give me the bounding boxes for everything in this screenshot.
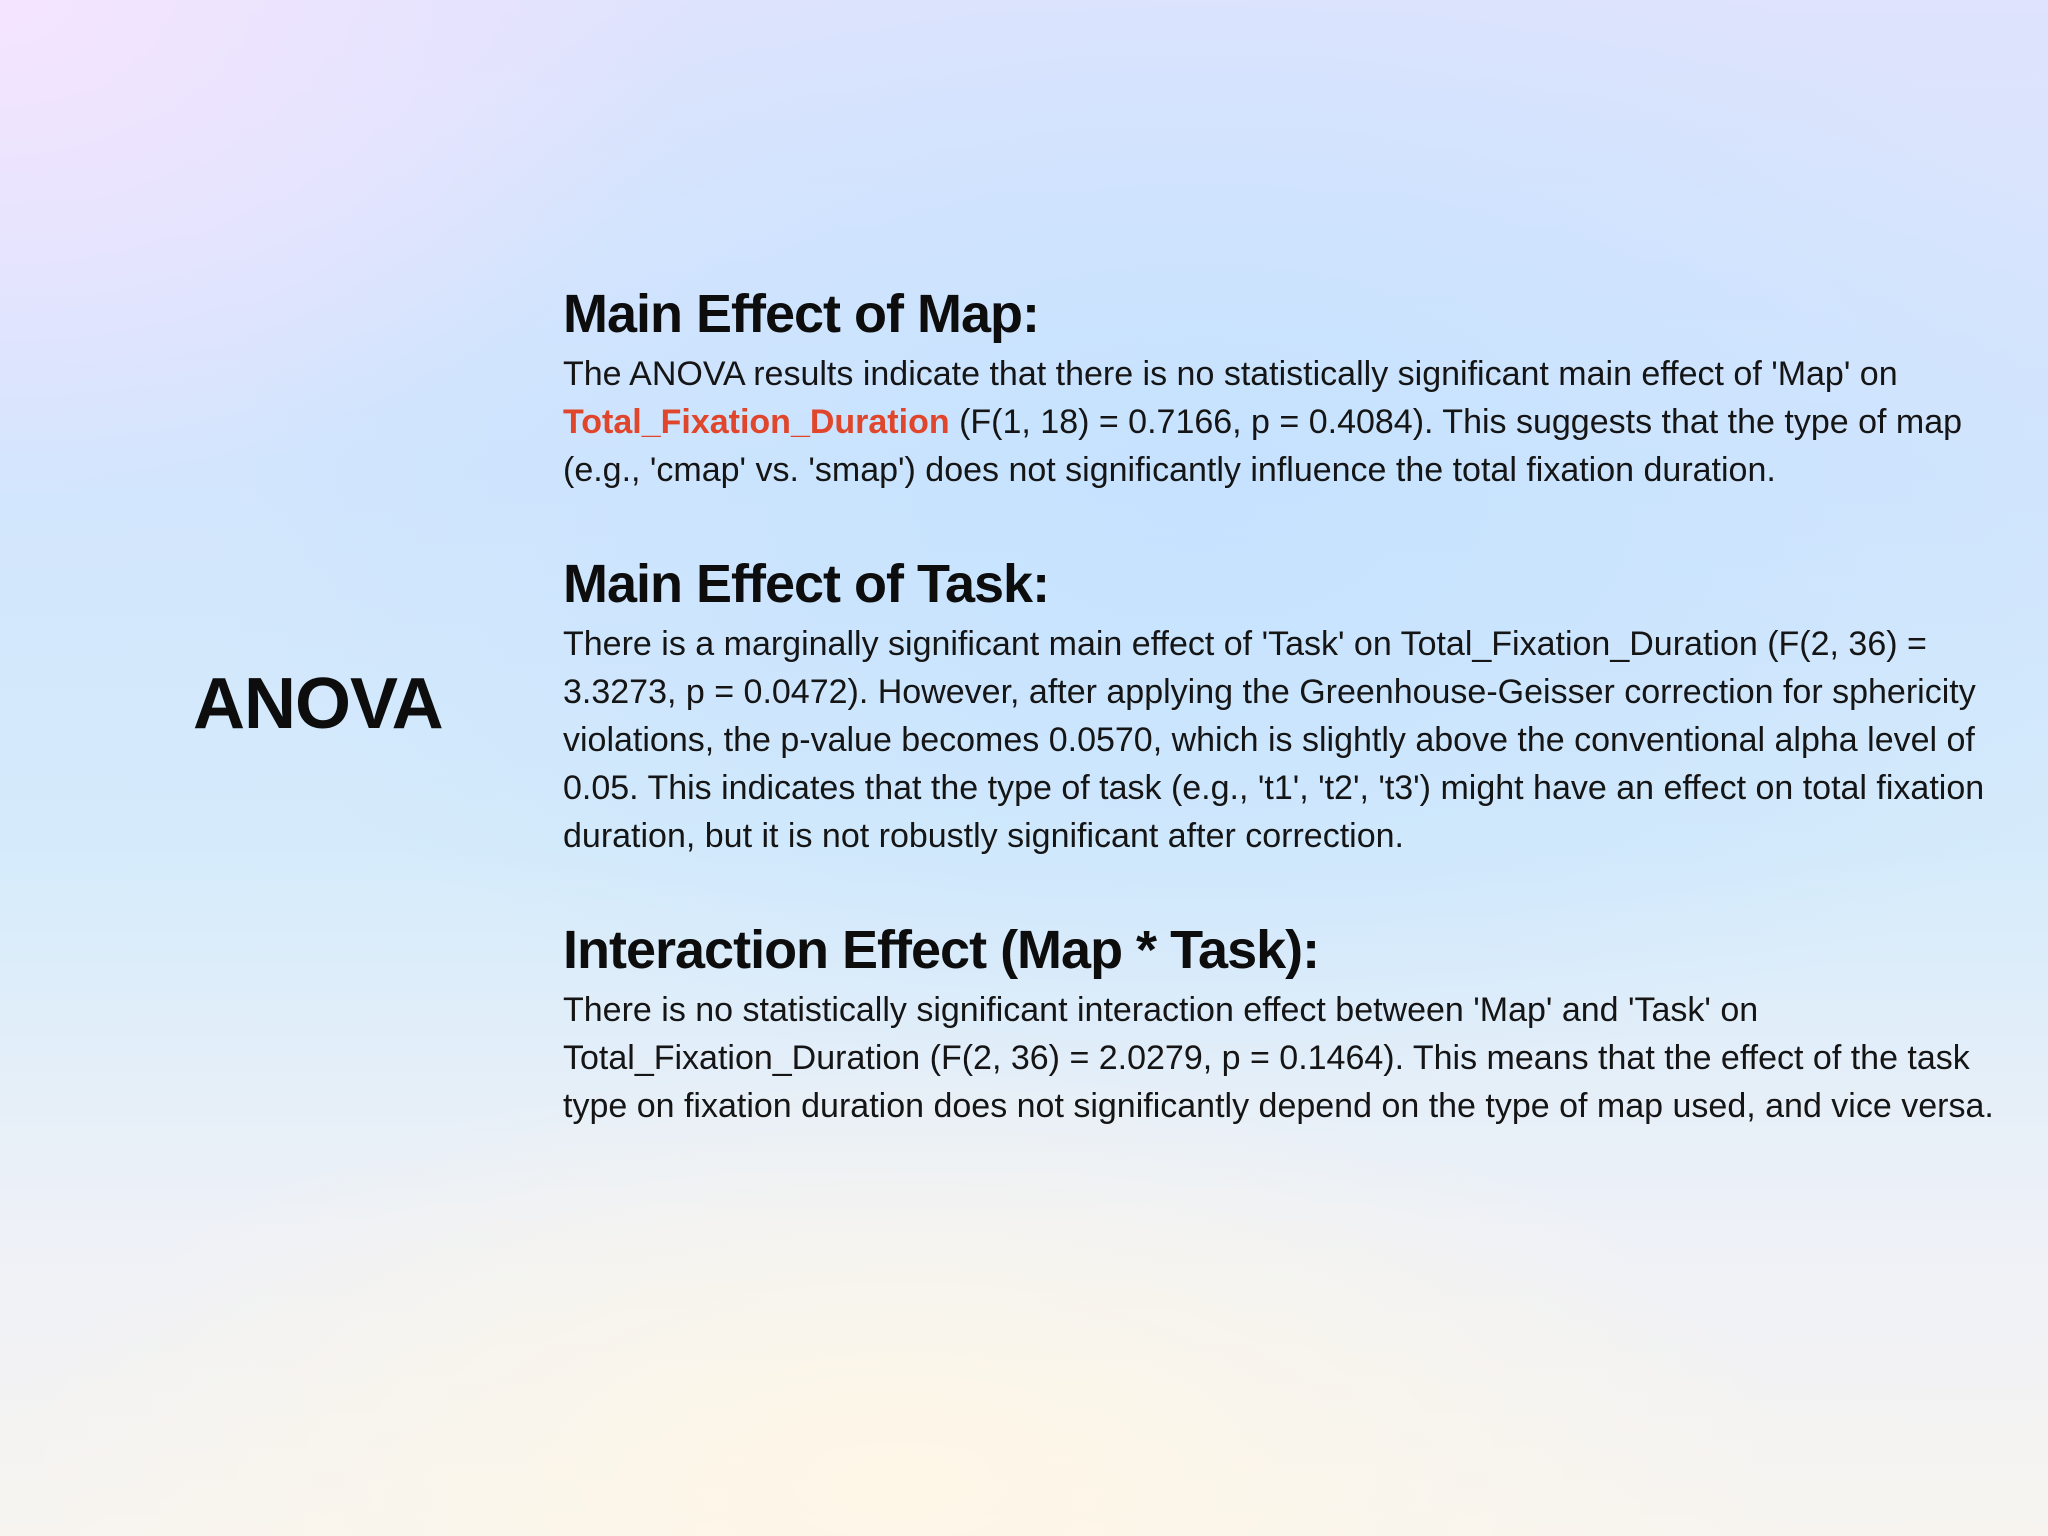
section-heading: Interaction Effect (Map * Task): — [563, 920, 1320, 980]
section-map-effect — [563, 282, 2003, 494]
slide-title: ANOVA — [193, 664, 443, 744]
highlighted-variable: Total_Fixation_Duration — [563, 403, 950, 441]
content-area — [563, 282, 2003, 1188]
section-body: There is a marginally significant main effect of 'Task' on Total_Fixation_Duration (F(2, 36) = 3.3273, p = 0.0472). However, after applying the Greenhouse-Geisser correction for sphericity violations, the p-value becomes 0.0570, which is slightly above the conventional alpha level of 0.05. This indicates that the type of task (e.g., 't1', 't2', 't3') might have an effect on total fixation duration, but it is not robustly significant after correction. — [563, 625, 1985, 855]
section-interaction-effect — [563, 918, 2003, 1130]
section-task-effect — [563, 552, 2003, 860]
section-heading: Main Effect of Map: — [563, 284, 1039, 344]
section-body — [563, 350, 2003, 494]
body-text: (F(1, 18) = 0.7166, p = 0.4084). This suggests that the type of map (e.g., 'cmap' vs. 'smap') does not significantly influence the total fixation duration. — [563, 403, 1963, 489]
section-body: There is no statistically significant interaction effect between 'Map' and 'Task' on Total_Fixation_Duration (F(2, 36) = 2.0279, p = 0.1464). This means that the effect of the task type on fixation duration does not significantly depend on the type of map used, and vice versa. — [563, 991, 1994, 1125]
body-text: The ANOVA results indicate that there is no statistically significant main effect of 'Map' on — [563, 355, 1898, 393]
section-heading: Main Effect of Task: — [563, 554, 1050, 614]
